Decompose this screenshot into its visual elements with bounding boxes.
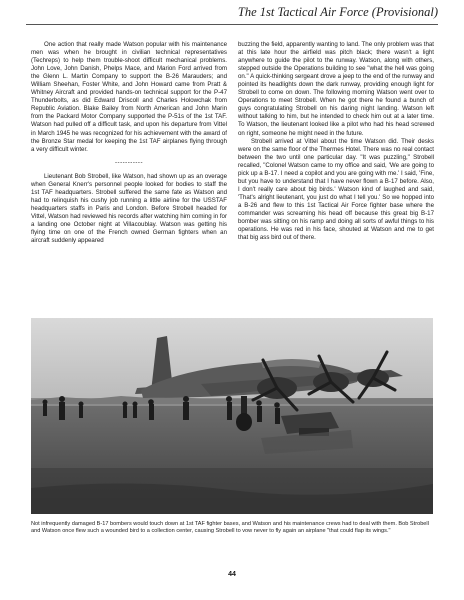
photo-caption: Not infrequently damaged B-17 bombers would touch down at 1st TAF fighter bases, and Watson and his maintenance crews had to deal with them. Bob Strobell and Watson once flew such a wounded bird to a collection center, causing Strobell to vow never to fly again an airplane "that could flap its wings." (31, 521, 429, 535)
section-separator: ----------- (115, 158, 143, 166)
b17-bomber-photo (31, 318, 433, 514)
running-header (0, 0, 464, 26)
right-column (238, 41, 434, 242)
running-header-title: The 1st Tactical Air Force (Provisional) (237, 5, 438, 19)
left-column (31, 41, 227, 245)
right-paragraph-1: buzzing the field, apparently wanting to land. The only problem was that at this late hour the airfield was pitch black; there wasn't a light anywhere to guide the pilot to the runway. Watson, along with others, stepped outside the Operations building to see "what the hell was going on." A quick-thinking sergeant drove a jeep to the end of the runway and pointed its headlights down the dark runway, providing enough light for Strobell to come on down. The following morning Watson went over to Operations to meet Strobell. When he got there he found a bunch of guys congratulating Strobell on his daring night landing. Watson left without talking to him, but he intended to check him out at a later time. To Watson, the lieutenant looked like a pilot who had his head screwed on right, someone he might need in the future. (238, 41, 434, 137)
header-rule (26, 24, 438, 25)
right-paragraph-2: Strobell arrived at Vittel about the time Watson did. Their desks were on the same floor of the Thermes Hotel. There was no real contact between the two until one particular day. "It was puzzling," Strobell recalled, "Colonel Watson came to my office and said, 'We are going to pick up a B-17. I need a copilot and you are going with me.' I said, 'Fine, but you have to understand that I have never flown a B-17 before. Also, I don't really care about big birds.' Watson kind of laughed and said, 'That's alright lieutenant, you just do what I tell you.' So we hopped into a B-26 and flew to this 1st Tactical Air Force fighter base where the commander was screaming his head off because this great big B-17 bomber was sitting on his ramp and doing all sorts of awful things to his operations. He was red in his face, shouted at Watson and me to get that big ass bird out of there. (238, 137, 434, 242)
b17-bomber-photo-graphic (31, 318, 433, 514)
left-paragraph-1: One action that really made Watson popular with his maintenance men was when he brought in civilian technical representatives (Techreps) to help them trouble-shoot difficult mechanical problems. John Love, John Danish, Phelps Mace, and Marion Ford arrived from the Glenn L. Martin Company to support the B-26 Marauders; and William Sheehan, Foster White, and John Howard came from Pratt & Whitney Aircraft and provided hands-on technical support for the P-47 Thunderbolts, as did Edward Driscoll and Charles Holowchak from Republic Aviation. Blake Bailey from North American and John Marin from the Packard Motor Company supported the P-51s of the 1st TAF. Watson had pulled off a difficult task, and upon his departure from Vittel in March 1945 he was recognized for his achievement with the award of the Bronze Star medal for keeping the 1st TAF airplanes flying through a very difficult winter. (31, 41, 227, 153)
page-number: 44 (228, 571, 236, 578)
left-paragraph-2: Lieutenant Bob Strobell, like Watson, had shown up as an overage when General Knerr's personnel people looked for bodies to staff the 1st TAF headquarters. Strobell suffered the same fate as Watson and had to relinquish his cushy job running a little airline for the USSTAF headquarters staffs in Paris and London. Before Strobell headed for Vittel, Watson had reviewed his records after watching him coming in for a landing one October night at Villacoublay. Watson was getting his flying time on one of the French owned German fighters when an aircraft suddenly appeared (31, 172, 227, 245)
